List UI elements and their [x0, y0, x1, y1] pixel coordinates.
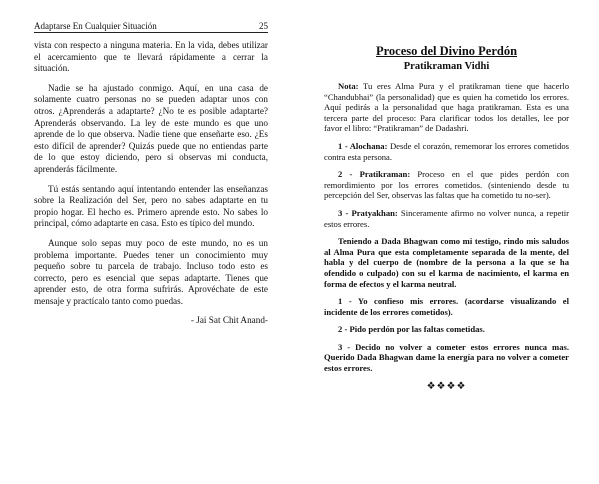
prayer-paragraph: Teniendo a Dada Bhagwan como mi testigo, rindo mis saludos al Alma Pura que esta completamente separada de la mente, del habla y del cuerpo de (nombre de la persona a la que se ha ofendido o culpado) con su el karma de nacimiento, el karma en forma de efectos y el karma neutral.	[324, 236, 569, 289]
step-paragraph	[324, 208, 569, 229]
page-subtitle: Pratikraman Vidhi	[403, 61, 490, 72]
header-title: Adaptarse En Cualquier Situación	[34, 21, 157, 31]
right-page-body	[324, 44, 569, 392]
note-paragraph	[324, 81, 569, 134]
left-page-body	[34, 40, 268, 335]
step-paragraph	[324, 141, 569, 162]
note-text: Tu eres Alma Pura y el pratikraman tiene que hacerlo “Chandubhai” (la personalidad) que es quien ha cometido los errores. Aquí pedirás a la personalidad que haga pratikraman. Esta es una tercera parte del proceso: Para clarificar todos los detalles, lee por favor el libro: “Pratikraman” de Dadashri.	[324, 81, 569, 134]
page-title: Proceso del Divino Perdón	[375, 44, 518, 58]
step-label: 3 - Pratyakhan:	[338, 207, 398, 218]
signature: - Jai Sat Chit Anand-	[190, 315, 268, 326]
page-number: 25	[259, 21, 268, 31]
paragraph: vista con respecto a ninguna materia. En la vida, debes utilizar el acercamiento que te llevará rápidamente a cerrar la situación.	[34, 40, 268, 74]
paragraph: Nadie se ha ajustado conmigo. Aquí, en una casa de solamente cuatro personas no se pueden adaptar unos con otros. ¿Aprenderás a adaptarte? ¿No te es posible adaptarte? Aprenderás observando. La ley de este mundo es que uno aprende de lo que observa. Nadie tiene que enseñarte eso. ¿Es esto difícil de aprender? Quizás puede que no entiendas parte de lo que estoy diciendo, pero si observas mi conducta, aprenderás fácilmente.	[34, 82, 268, 174]
ornament-divider: ❖❖❖❖	[426, 380, 467, 392]
paragraph: Aunque solo sepas muy poco de este mundo, no es un problema importante. Puedes tener un conocimiento muy pequeño sobre tu parcela de trabajo. Incluso todo esto es correcto, pero es esencial que sepas adaptarte. Tienes que aprender esto, de otra forma sufrirás. Aprovéchate de este mensaje y practícalo tanto como puedas.	[34, 237, 268, 306]
prayer-paragraph: 2 - Pido perdón por las faltas cometidas.	[338, 324, 485, 335]
step-text: Desde el corazón, rememorar los errores cometidos contra esta persona.	[324, 140, 570, 162]
prayer-paragraph: 3 - Decido no volver a cometer estos errores nunca mas. Querido Dada Bhagwan dame la energía para no volver a cometer estos errores.	[324, 341, 569, 374]
step-text: Sinceramente afirmo no volver nunca, a repetir estos errores.	[324, 207, 569, 229]
step-label: 2 - Pratikraman:	[338, 169, 411, 180]
prayer-paragraph: 1 - Yo confieso mis errores. (acordarse visualizando el incidente de los errores cometidos).	[324, 296, 569, 317]
step-text: Proceso en el que pides perdón con remordimiento por los errores cometidos. (sinteniendo desde tu percepción del Ser, observas las faltas que ha cometido tu no-ser).	[324, 169, 569, 201]
step-label: 1 - Alochana:	[338, 140, 388, 151]
paragraph: Tú estás sentando aquí intentando entender las enseñanzas sobre la Realización del Ser, pero no sabes adaptarte en tu propio hogar. El hecho es. Primero aprende esto. No sabes lo principal, cómo adaptarte en casa. Esto es típico del mundo.	[34, 183, 268, 229]
step-paragraph	[324, 169, 569, 201]
running-header	[34, 21, 268, 33]
note-label: Nota:	[338, 81, 359, 91]
